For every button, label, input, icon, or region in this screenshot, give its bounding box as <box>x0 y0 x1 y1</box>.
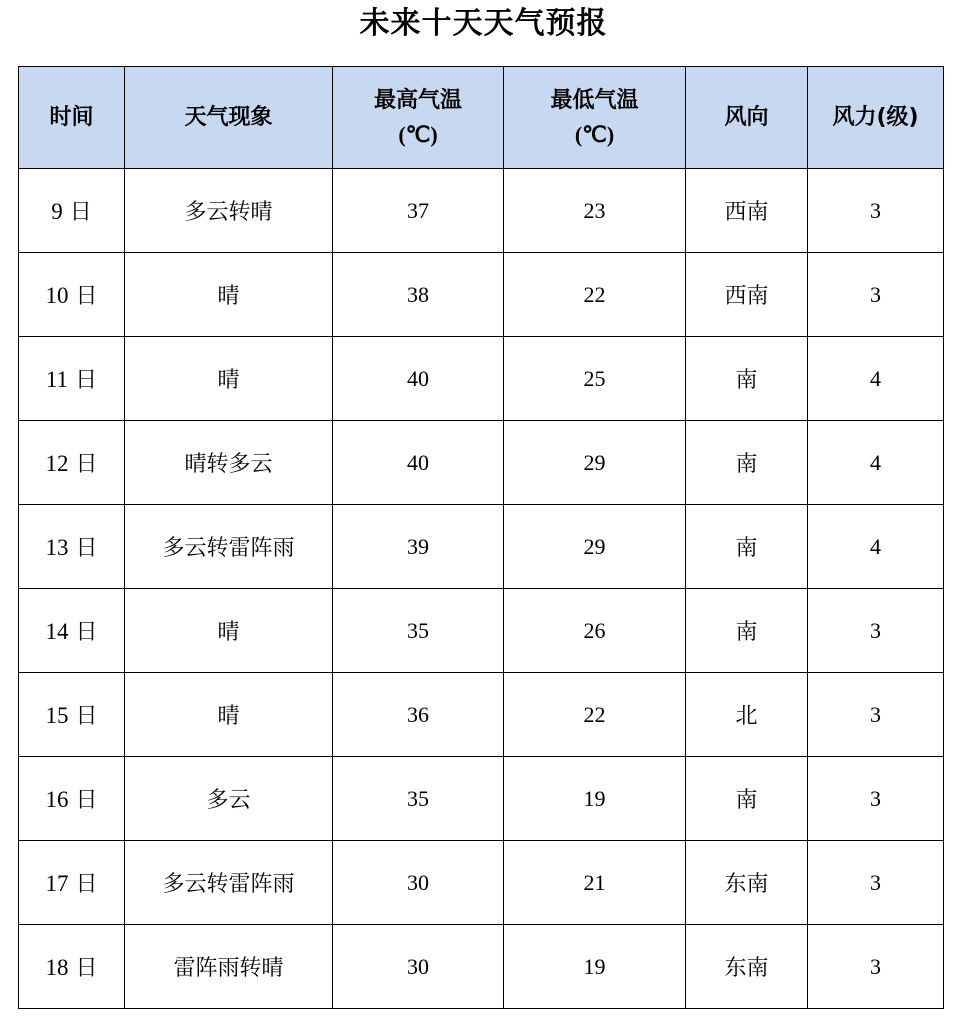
cell-weather: 多云转雷阵雨 <box>125 505 333 589</box>
cell-high-temp: 38 <box>333 253 504 337</box>
column-header-time: 时间 <box>19 67 125 169</box>
cell-low-temp: 22 <box>504 253 686 337</box>
cell-day <box>19 589 125 673</box>
cell-low-temp: 29 <box>504 421 686 505</box>
column-header-wind-level: 风力(级) <box>808 67 944 169</box>
cell-high-temp: 36 <box>333 673 504 757</box>
day-unit: 日 <box>75 536 98 561</box>
cell-high-temp: 37 <box>333 169 504 253</box>
cell-low-temp: 26 <box>504 589 686 673</box>
cell-day <box>19 337 125 421</box>
cell-low-temp: 21 <box>504 841 686 925</box>
cell-wind-level: 3 <box>808 589 944 673</box>
cell-wind-level: 3 <box>808 841 944 925</box>
cell-weather: 多云转雷阵雨 <box>125 841 333 925</box>
column-header-low-temp: 最低气温 (℃) <box>504 67 686 169</box>
cell-low-temp: 23 <box>504 169 686 253</box>
table-row <box>19 841 944 925</box>
cell-weather: 晴 <box>125 673 333 757</box>
cell-high-temp: 30 <box>333 925 504 1009</box>
cell-high-temp: 35 <box>333 589 504 673</box>
table-row <box>19 253 944 337</box>
cell-wind-level: 3 <box>808 925 944 1009</box>
cell-low-temp: 19 <box>504 757 686 841</box>
forecast-table <box>18 66 944 1009</box>
cell-wind-level: 3 <box>808 673 944 757</box>
day-number: 12 <box>45 451 69 476</box>
cell-wind-direction: 东南 <box>686 841 808 925</box>
day-unit: 日 <box>75 956 98 981</box>
table-row <box>19 673 944 757</box>
table-row <box>19 337 944 421</box>
cell-day <box>19 169 125 253</box>
cell-wind-direction: 南 <box>686 421 808 505</box>
cell-wind-direction: 东南 <box>686 925 808 1009</box>
cell-day <box>19 841 125 925</box>
day-number: 15 <box>45 703 69 728</box>
day-unit: 日 <box>69 200 92 225</box>
cell-day <box>19 673 125 757</box>
cell-wind-direction: 西南 <box>686 253 808 337</box>
cell-weather: 晴 <box>125 253 333 337</box>
cell-low-temp: 29 <box>504 505 686 589</box>
cell-wind-direction: 南 <box>686 337 808 421</box>
column-header-wind-direction: 风向 <box>686 67 808 169</box>
cell-weather: 晴转多云 <box>125 421 333 505</box>
cell-high-temp: 39 <box>333 505 504 589</box>
cell-day <box>19 925 125 1009</box>
table-row <box>19 925 944 1009</box>
day-number: 14 <box>45 619 69 644</box>
day-number: 11 <box>45 367 69 392</box>
table-row <box>19 169 944 253</box>
cell-day <box>19 421 125 505</box>
cell-day <box>19 505 125 589</box>
day-unit: 日 <box>75 368 98 393</box>
cell-low-temp: 19 <box>504 925 686 1009</box>
cell-wind-level: 3 <box>808 253 944 337</box>
table-row <box>19 505 944 589</box>
cell-weather: 多云转晴 <box>125 169 333 253</box>
cell-day <box>19 253 125 337</box>
table-header-row <box>19 67 944 169</box>
day-unit: 日 <box>75 452 98 477</box>
day-unit: 日 <box>75 284 98 309</box>
day-number: 16 <box>45 787 69 812</box>
cell-high-temp: 40 <box>333 337 504 421</box>
cell-wind-direction: 北 <box>686 673 808 757</box>
day-unit: 日 <box>75 788 98 813</box>
cell-high-temp: 35 <box>333 757 504 841</box>
day-number: 17 <box>45 871 69 896</box>
cell-wind-level: 4 <box>808 421 944 505</box>
column-header-weather: 天气现象 <box>125 67 333 169</box>
cell-wind-direction: 南 <box>686 589 808 673</box>
day-unit: 日 <box>75 704 98 729</box>
cell-low-temp: 25 <box>504 337 686 421</box>
cell-wind-direction: 南 <box>686 757 808 841</box>
cell-wind-level: 4 <box>808 505 944 589</box>
day-unit: 日 <box>75 620 98 645</box>
day-unit: 日 <box>75 872 98 897</box>
day-number: 18 <box>45 955 69 980</box>
day-number: 10 <box>45 283 69 308</box>
cell-day <box>19 757 125 841</box>
cell-high-temp: 40 <box>333 421 504 505</box>
cell-weather: 多云 <box>125 757 333 841</box>
cell-wind-level: 3 <box>808 169 944 253</box>
table-row <box>19 757 944 841</box>
cell-wind-direction: 西南 <box>686 169 808 253</box>
cell-weather: 晴 <box>125 337 333 421</box>
table-row <box>19 421 944 505</box>
day-number: 9 <box>51 199 63 224</box>
cell-low-temp: 22 <box>504 673 686 757</box>
page-title: 未来十天天气预报 <box>359 6 608 41</box>
cell-wind-level: 3 <box>808 757 944 841</box>
day-number: 13 <box>45 535 69 560</box>
table-row <box>19 589 944 673</box>
cell-wind-level: 4 <box>808 337 944 421</box>
cell-wind-direction: 南 <box>686 505 808 589</box>
cell-weather: 晴 <box>125 589 333 673</box>
cell-high-temp: 30 <box>333 841 504 925</box>
column-header-high-temp: 最高气温 (℃) <box>333 67 504 169</box>
cell-weather: 雷阵雨转晴 <box>125 925 333 1009</box>
